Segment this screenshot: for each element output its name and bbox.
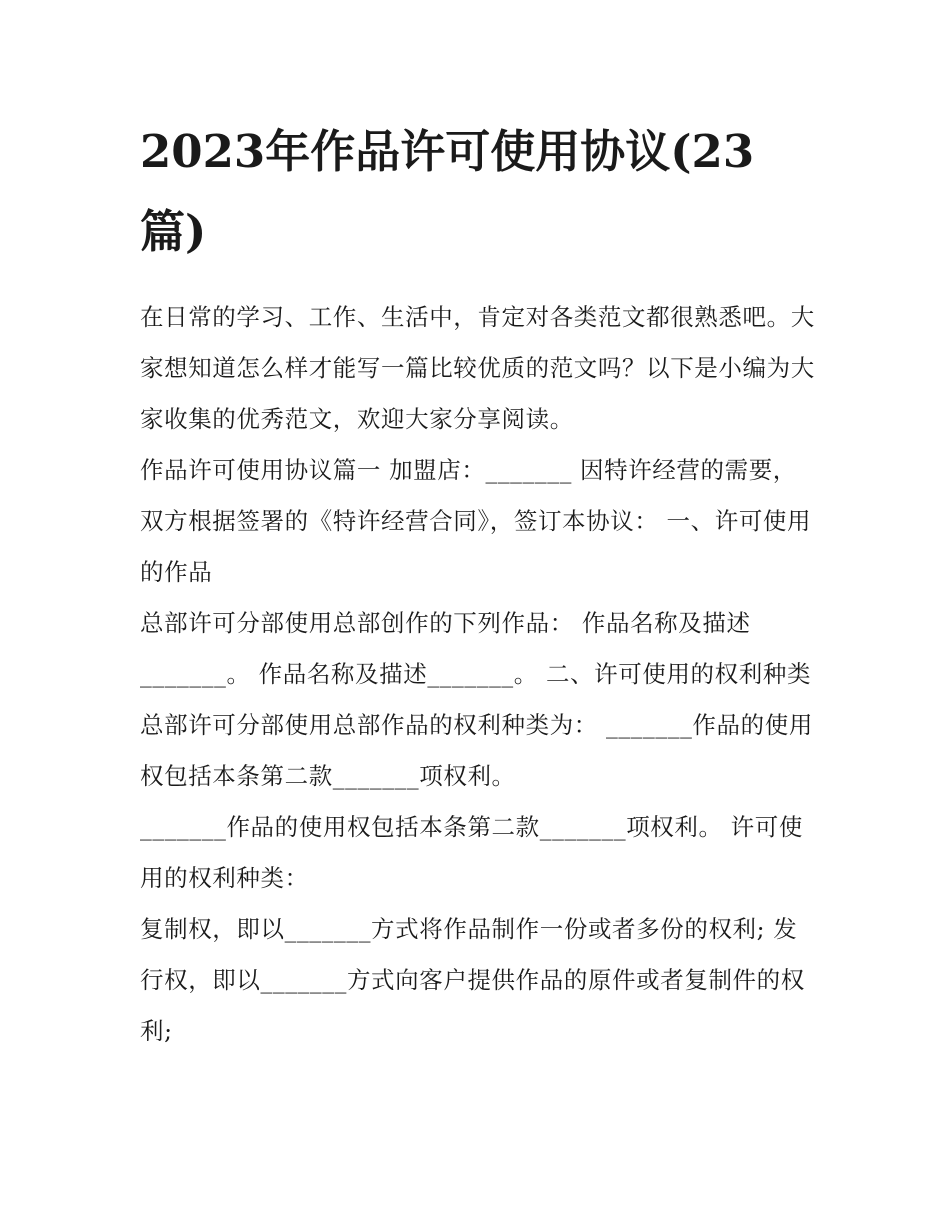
paragraph-1: 作品许可使用协议篇一 加盟店：_______ 因特许经营的需要，双方根据签署的《特许经营合同》，签订本协议： 一、许可使用的作品 xyxy=(140,456,812,586)
document-page xyxy=(140,112,816,1057)
paragraph-intro: 在日常的学习、工作、生活中，肯定对各类范文都很熟悉吧。大家想知道怎么样才能写一篇比较优质的范文吗？以下是小编为大家收集的优秀范文，欢迎大家分享阅读。 xyxy=(140,303,815,433)
document-title: 2023年作品许可使用协议(23篇) xyxy=(140,125,755,258)
document-body xyxy=(140,292,816,1057)
paragraph-2: 总部许可分部使用总部创作的下列作品： 作品名称及描述_______。 作品名称及描述_______。 二、许可使用的权利种类 xyxy=(140,609,812,688)
paragraph-4: _______作品的使用权包括本条第二款_______项权利。 许可使用的权利种类： xyxy=(140,813,803,892)
paragraph-3: 总部许可分部使用总部作品的权利种类为： _______作品的使用权包括本条第二款_______项权利。 xyxy=(140,711,813,790)
paragraph-5: 复制权，即以_______方式将作品制作一份或者多份的权利; 发行权，即以_______方式向客户提供作品的原件或者复制件的权利; xyxy=(140,915,805,1045)
